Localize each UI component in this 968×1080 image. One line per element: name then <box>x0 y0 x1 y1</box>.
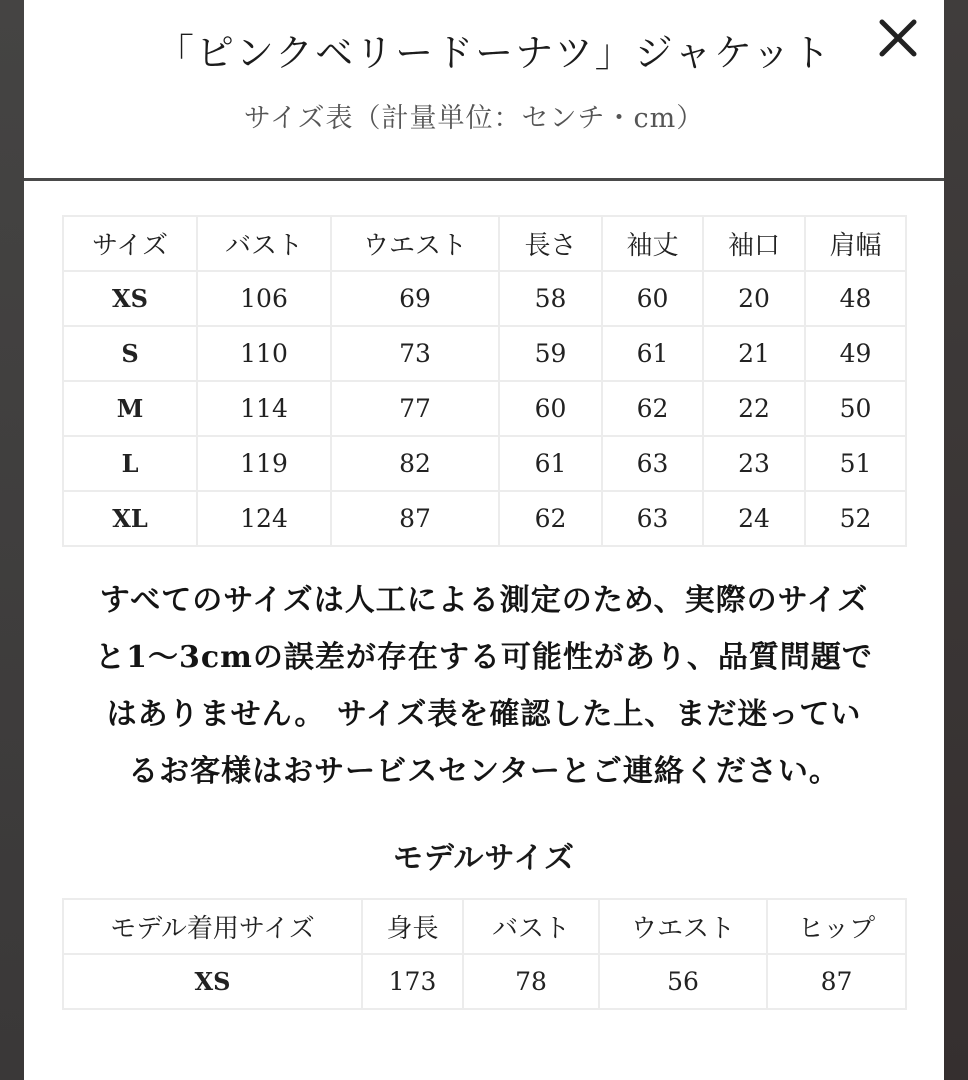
header-shoulder: 肩幅 <box>805 216 906 271</box>
header-sleeve-length: 袖丈 <box>602 216 703 271</box>
header-length: 長さ <box>499 216 602 271</box>
header-size: サイズ <box>63 216 197 271</box>
size-cell: XL <box>63 491 197 546</box>
bust-cell: 78 <box>463 954 599 1009</box>
shoulder-cell: 48 <box>805 271 906 326</box>
modal-title-text: 「ピンクベリードーナツ」ジャケット <box>155 31 833 75</box>
waist-cell: 77 <box>331 381 499 436</box>
length-cell: 58 <box>499 271 602 326</box>
header-model-size: モデル着用サイズ <box>63 899 362 954</box>
notice-line: と1～3cmの誤差が存在する可能性があり、品質問題で <box>95 640 873 675</box>
model-size-heading: モデルサイズ <box>392 841 576 876</box>
backdrop-right <box>944 0 968 1080</box>
shoulder-cell: 50 <box>805 381 906 436</box>
waist-cell: 69 <box>331 271 499 326</box>
cuff-cell: 23 <box>703 436 805 491</box>
header-waist: ウエスト <box>331 216 499 271</box>
sleeve-length-cell: 61 <box>602 326 703 381</box>
sleeve-length-cell: 60 <box>602 271 703 326</box>
size-table-header-row <box>63 216 906 271</box>
modal-subtitle <box>24 96 944 135</box>
table-row <box>63 381 906 436</box>
header-cuff: 袖口 <box>703 216 805 271</box>
table-row <box>63 326 906 381</box>
header-waist: ウエスト <box>599 899 767 954</box>
sleeve-length-cell: 63 <box>602 436 703 491</box>
measurement-notice <box>54 572 914 800</box>
modal-subtitle-text: サイズ表（計量単位：センチ・cm） <box>243 103 705 134</box>
shoulder-cell: 51 <box>805 436 906 491</box>
cuff-cell: 20 <box>703 271 805 326</box>
size-cell: L <box>63 436 197 491</box>
header-hip: ヒップ <box>767 899 906 954</box>
bust-cell: 119 <box>197 436 331 491</box>
waist-cell: 73 <box>331 326 499 381</box>
modal-title <box>24 22 944 77</box>
notice-line: るお客様はおサービスセンターとご連絡ください。 <box>128 754 840 789</box>
table-row <box>63 954 906 1009</box>
size-cell: XS <box>63 271 197 326</box>
size-chart-modal <box>24 0 944 1080</box>
backdrop-left <box>0 0 24 1080</box>
hip-cell: 87 <box>767 954 906 1009</box>
length-cell: 61 <box>499 436 602 491</box>
waist-cell: 82 <box>331 436 499 491</box>
size-cell: S <box>63 326 197 381</box>
waist-cell: 87 <box>331 491 499 546</box>
sleeve-length-cell: 63 <box>602 491 703 546</box>
height-cell: 173 <box>362 954 463 1009</box>
table-row <box>63 271 906 326</box>
shoulder-cell: 52 <box>805 491 906 546</box>
header-height: 身長 <box>362 899 463 954</box>
model-table-header-row <box>63 899 906 954</box>
waist-cell: 56 <box>599 954 767 1009</box>
cuff-cell: 21 <box>703 326 805 381</box>
notice-line: はありません。 サイズ表を確認した上、まだ迷ってい <box>106 697 862 732</box>
cuff-cell: 24 <box>703 491 805 546</box>
cuff-cell: 22 <box>703 381 805 436</box>
notice-line: すべてのサイズは人工による測定のため、実際のサイズ <box>99 583 869 618</box>
close-icon <box>874 14 922 62</box>
shoulder-cell: 49 <box>805 326 906 381</box>
bust-cell: 124 <box>197 491 331 546</box>
length-cell: 59 <box>499 326 602 381</box>
length-cell: 62 <box>499 491 602 546</box>
close-button[interactable] <box>874 14 922 62</box>
sleeve-length-cell: 62 <box>602 381 703 436</box>
table-row <box>63 491 906 546</box>
header-bust: バスト <box>197 216 331 271</box>
bust-cell: 114 <box>197 381 331 436</box>
header-bust: バスト <box>463 899 599 954</box>
model-size-cell: XS <box>63 954 362 1009</box>
length-cell: 60 <box>499 381 602 436</box>
bust-cell: 106 <box>197 271 331 326</box>
size-cell: M <box>63 381 197 436</box>
bust-cell: 110 <box>197 326 331 381</box>
size-table <box>62 215 907 547</box>
table-row <box>63 436 906 491</box>
model-size-table <box>62 898 907 1010</box>
modal-header <box>24 0 944 181</box>
